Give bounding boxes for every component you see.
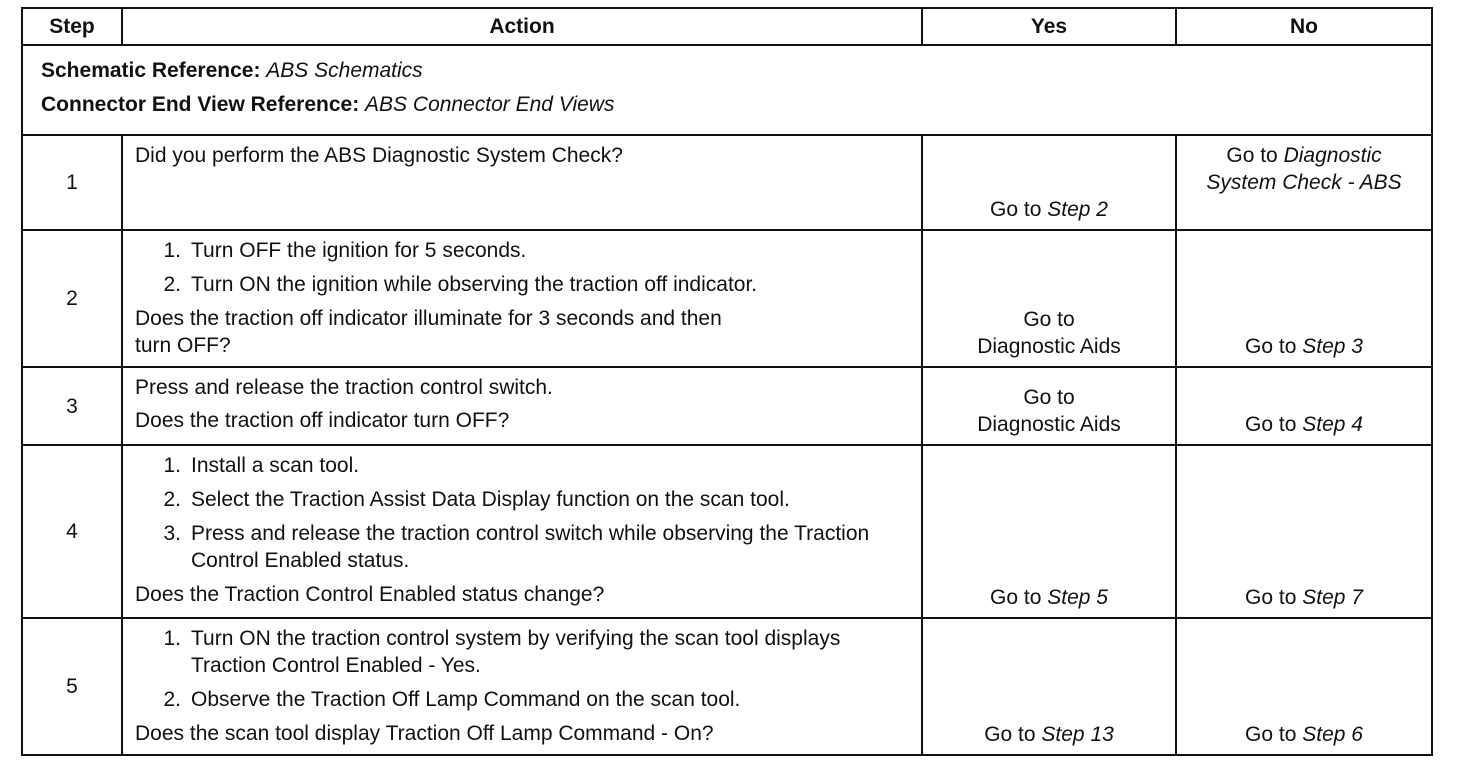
item-number: 1. — [163, 627, 181, 650]
yes-cell — [922, 618, 1176, 755]
yes-cell — [922, 135, 1176, 230]
no-cell — [1176, 367, 1432, 445]
yes-line2: Diagnostic Aids — [977, 335, 1121, 358]
yes-line2: Diagnostic Aids — [977, 413, 1121, 436]
no-prefix: Go to — [1226, 144, 1278, 167]
action-list — [135, 625, 909, 713]
no-cell — [1176, 445, 1432, 618]
item-text: Observe the Traction Off Lamp Command on the scan tool. — [191, 688, 741, 711]
list-item — [135, 520, 909, 574]
item-number: 2. — [163, 488, 181, 511]
table-row — [22, 367, 1432, 445]
action-question-line2: turn OFF? — [135, 334, 231, 357]
table-row — [22, 135, 1432, 230]
step-number: 2 — [22, 230, 122, 367]
step-number: 4 — [22, 445, 122, 618]
no-cell — [1176, 230, 1432, 367]
connector-reference-label: Connector End View Reference: — [41, 93, 360, 116]
header-action: Action — [122, 8, 922, 45]
step-number: 3 — [22, 367, 122, 445]
item-text: Install a scan tool. — [191, 454, 360, 477]
table-row — [22, 618, 1432, 755]
item-number: 2. — [163, 688, 181, 711]
action-question: Does the scan tool display Traction Off Lamp Command - On? — [135, 722, 714, 745]
item-text: Turn ON the ignition while observing the traction off indicator. — [191, 273, 758, 296]
action-statement: Press and release the traction control switch. — [135, 376, 553, 399]
schematic-reference-value: ABS Schematics — [266, 59, 423, 82]
table-row — [22, 445, 1432, 618]
step-number: 1 — [22, 135, 122, 230]
list-item — [135, 452, 909, 479]
yes-prefix: Go to — [990, 198, 1042, 221]
header-no: No — [1176, 8, 1432, 45]
item-number: 2. — [163, 273, 181, 296]
no-prefix: Go to — [1245, 413, 1297, 436]
schematic-reference — [41, 54, 1431, 88]
yes-target: Step 5 — [1047, 586, 1108, 609]
item-text: Turn OFF the ignition for 5 seconds. — [191, 239, 527, 262]
action-list — [135, 452, 909, 574]
item-number: 1. — [163, 454, 181, 477]
reference-cell — [22, 45, 1432, 135]
list-item — [135, 237, 909, 264]
yes-cell — [922, 367, 1176, 445]
no-target-line1: Diagnostic — [1283, 144, 1382, 167]
no-target-line2: System Check - ABS — [1206, 171, 1402, 194]
no-target: Step 7 — [1302, 586, 1363, 609]
action-cell — [122, 367, 922, 445]
action-question: Does the traction off indicator turn OFF? — [135, 409, 510, 432]
no-cell — [1176, 135, 1432, 230]
schematic-reference-label: Schematic Reference: — [41, 59, 261, 82]
list-item — [135, 625, 909, 679]
item-number: 1. — [163, 239, 181, 262]
list-item — [135, 271, 909, 298]
yes-cell — [922, 230, 1176, 367]
item-text: Select the Traction Assist Data Display function on the scan tool. — [191, 488, 790, 511]
step-number: 5 — [22, 618, 122, 755]
item-number: 3. — [163, 522, 181, 545]
action-cell — [122, 135, 922, 230]
item-text: Press and release the traction control switch while observing the Traction Control Enabled status. — [191, 522, 870, 572]
action-question: Does the Traction Control Enabled status change? — [135, 583, 605, 606]
action-list — [135, 237, 909, 298]
no-prefix: Go to — [1245, 335, 1297, 358]
no-target: Step 3 — [1302, 335, 1363, 358]
yes-line1: Go to — [1023, 308, 1075, 331]
diagnostic-table — [21, 7, 1433, 756]
action-question-line1: Does the traction off indicator illuminate for 3 seconds and then — [135, 307, 722, 330]
no-target: Step 4 — [1302, 413, 1363, 436]
action-question: Did you perform the ABS Diagnostic System Check? — [135, 144, 623, 167]
action-cell — [122, 230, 922, 367]
yes-prefix: Go to — [984, 723, 1036, 746]
no-target: Step 6 — [1302, 723, 1363, 746]
yes-target: Step 13 — [1041, 723, 1114, 746]
no-prefix: Go to — [1245, 723, 1297, 746]
no-prefix: Go to — [1245, 586, 1297, 609]
header-row — [22, 8, 1432, 45]
item-text: Turn ON the traction control system by verifying the scan tool displays Traction Control Enabled - Yes. — [191, 627, 841, 677]
yes-line1: Go to — [1023, 386, 1075, 409]
header-step: Step — [22, 8, 122, 45]
connector-reference — [41, 88, 1431, 122]
header-yes: Yes — [922, 8, 1176, 45]
no-cell — [1176, 618, 1432, 755]
action-cell — [122, 445, 922, 618]
list-item — [135, 686, 909, 713]
yes-prefix: Go to — [990, 586, 1042, 609]
reference-row — [22, 45, 1432, 135]
list-item — [135, 486, 909, 513]
action-cell — [122, 618, 922, 755]
yes-target: Step 2 — [1047, 198, 1108, 221]
yes-cell — [922, 445, 1176, 618]
connector-reference-value: ABS Connector End Views — [365, 93, 615, 116]
table-row — [22, 230, 1432, 367]
